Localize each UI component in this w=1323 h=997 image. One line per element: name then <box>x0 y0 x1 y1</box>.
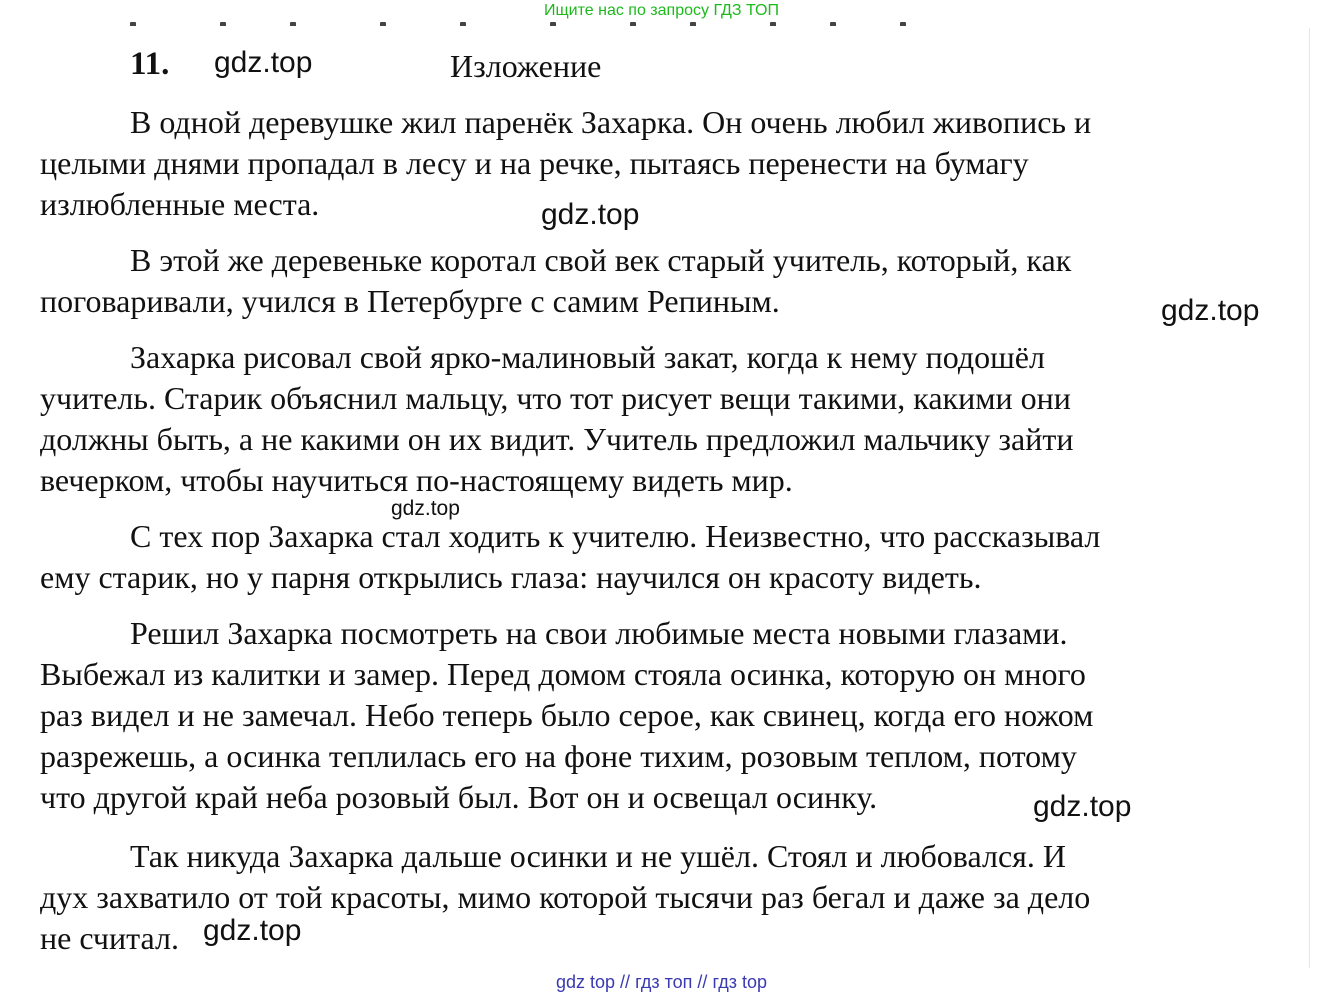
page-edge-divider <box>1309 28 1310 968</box>
footer-separator: // <box>620 972 631 992</box>
watermark: gdz.top <box>203 914 302 947</box>
watermark: gdz.top <box>391 497 460 520</box>
footer-link[interactable]: гдз топ <box>635 972 693 992</box>
watermark: gdz.top <box>541 198 640 231</box>
paragraph-3: Захарка рисовал свой ярко-малиновый закат, когда к нему подошёл учитель. Старик объяснил мальцу, что тот рисует вещи такими, какими они должны быть, а не какими он их видит. Учитель предложил мальчику зайти вечерком, чтобы научиться по-настоящему видеть мир. <box>40 339 1074 498</box>
paragraph-4: С тех пор Захарка стал ходить к учителю. Неизвестно, что рассказывал ему старик, но у парня открылись глаза: научился он красоту видеть. <box>40 518 1101 595</box>
watermark: gdz.top <box>1161 294 1260 327</box>
footer-separator: // <box>697 972 708 992</box>
paragraph-6: Так никуда Захарка дальше осинки и не ушёл. Стоял и любовался. И дух захватило от той красоты, мимо которой тысячи раз бегал и даже за дело не считал. <box>40 838 1091 956</box>
paragraph-5: Решил Захарка посмотреть на свои любимые места новыми глазами. Выбежал из калитки и замер. Перед домом стояла осинка, которую он много раз видел и не замечал. Небо теперь было серое, как свинец, когда его ножом разрежешь, а осинка теплилась его на фоне тихим, розовым теплом, потому что другой край неба розовый был. Вот он и освещал осинку. <box>40 615 1094 815</box>
task-number: 11. <box>130 46 170 82</box>
footer-link[interactable]: gdz top <box>555 972 616 992</box>
watermark: gdz.top <box>1033 790 1132 823</box>
top-banner: Ищите нас по запросу ГДЗ ТОП <box>544 2 779 19</box>
watermark: gdz.top <box>214 46 313 79</box>
cropped-text-line <box>130 12 930 26</box>
task-title: Изложение <box>450 48 602 84</box>
paragraph-1: В одной деревушке жил паренёк Захарка. Он очень любил живопись и целыми днями пропадал в лесу и на речке, пытаясь перенести на бумагу излюбленные места. <box>40 104 1092 222</box>
footer-links <box>0 970 1323 994</box>
paragraph-2: В этой же деревеньке коротал свой век старый учитель, который, как поговаривали, учился в Петербурге с самим Репиным. <box>40 242 1072 319</box>
footer-link[interactable]: гдз top <box>712 972 767 992</box>
